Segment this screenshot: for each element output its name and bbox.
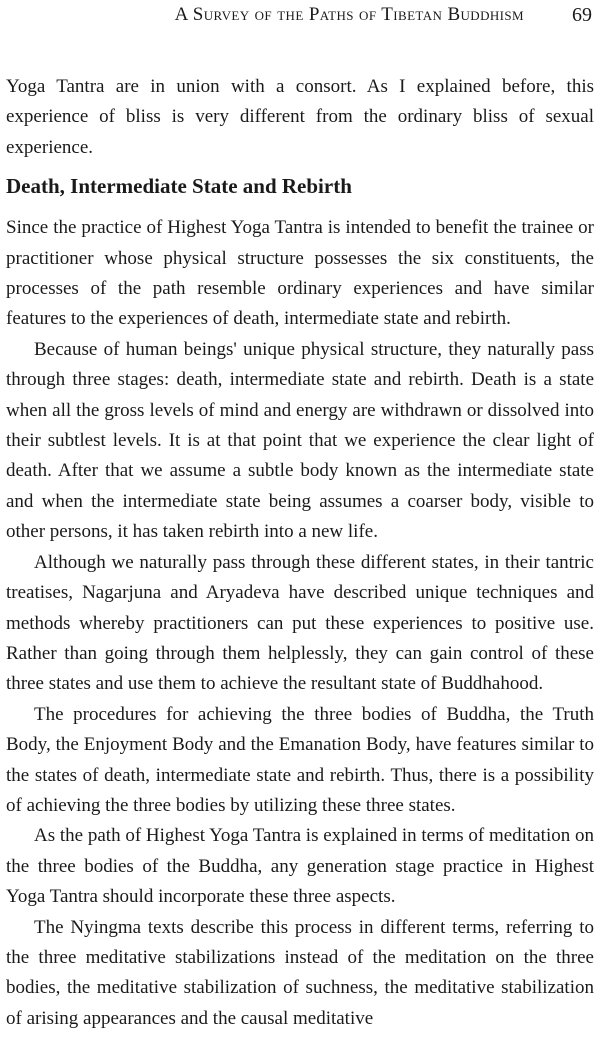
section-paragraph-5: As the path of Highest Yoga Tantra is explained in terms of meditation on the three bodies of the Buddha, any generation stage practice in Highest Yoga Tantra should incorporate these three aspects. [6,825,594,908]
running-head-title: A Survey of the Paths of Tibetan Buddhism [174,4,524,25]
body-text [6,72,594,1034]
section-paragraph-1: Since the practice of Highest Yoga Tantra is intended to benefit the trainee or practitioner whose physical structure possesses the six constituents, the processes of the path resemble ordinary experiences and have similar features to the experiences of death, intermediate state and rebirth. [6,217,594,330]
running-head [6,4,594,28]
section-paragraph-3: Although we naturally pass through these different states, in their tantric treatises, Nagarjuna and Aryadeva have described unique techniques and methods whereby practitioners can put these experiences to positive use. Rather than going through them helplessly, they can gain control of these three states and use them to achieve the resultant state of Buddhahood. [6,551,594,695]
section-paragraph-4: The procedures for achieving the three bodies of Buddha, the Truth Body, the Enjoyment Body and the Emanation Body, have features similar to the states of death, intermediate state and rebirth. Thus, there is a possibility of achieving the three bodies by utilizing these three states. [6,703,594,816]
book-page [6,0,594,1037]
page-number: 69 [572,4,592,26]
section-paragraph-6: The Nyingma texts describe this process in different terms, referring to the three meditative stabilizations instead of the meditation on the three bodies, the meditative stabilization of suchness, the meditative stabilization of arising appearances and the causal meditative [6,916,594,1029]
continued-paragraph: Yoga Tantra are in union with a consort. As I explained before, this experience of bliss is very different from the ordinary bliss of sexual experience. [6,76,594,158]
section-paragraph-2: Because of human beings' unique physical structure, they naturally pass through three stages: death, intermediate state and rebirth. Death is a state when all the gross levels of mind and energy are withdrawn or dissolved into their subtlest levels. It is at that point that we experience the clear light of death. After that we assume a subtle body known as the intermediate state and when the intermediate state being assumes a coarser body, visible to other persons, it has taken rebirth into a new life. [6,338,594,543]
section-heading: Death, Intermediate State and Rebirth [6,174,352,199]
